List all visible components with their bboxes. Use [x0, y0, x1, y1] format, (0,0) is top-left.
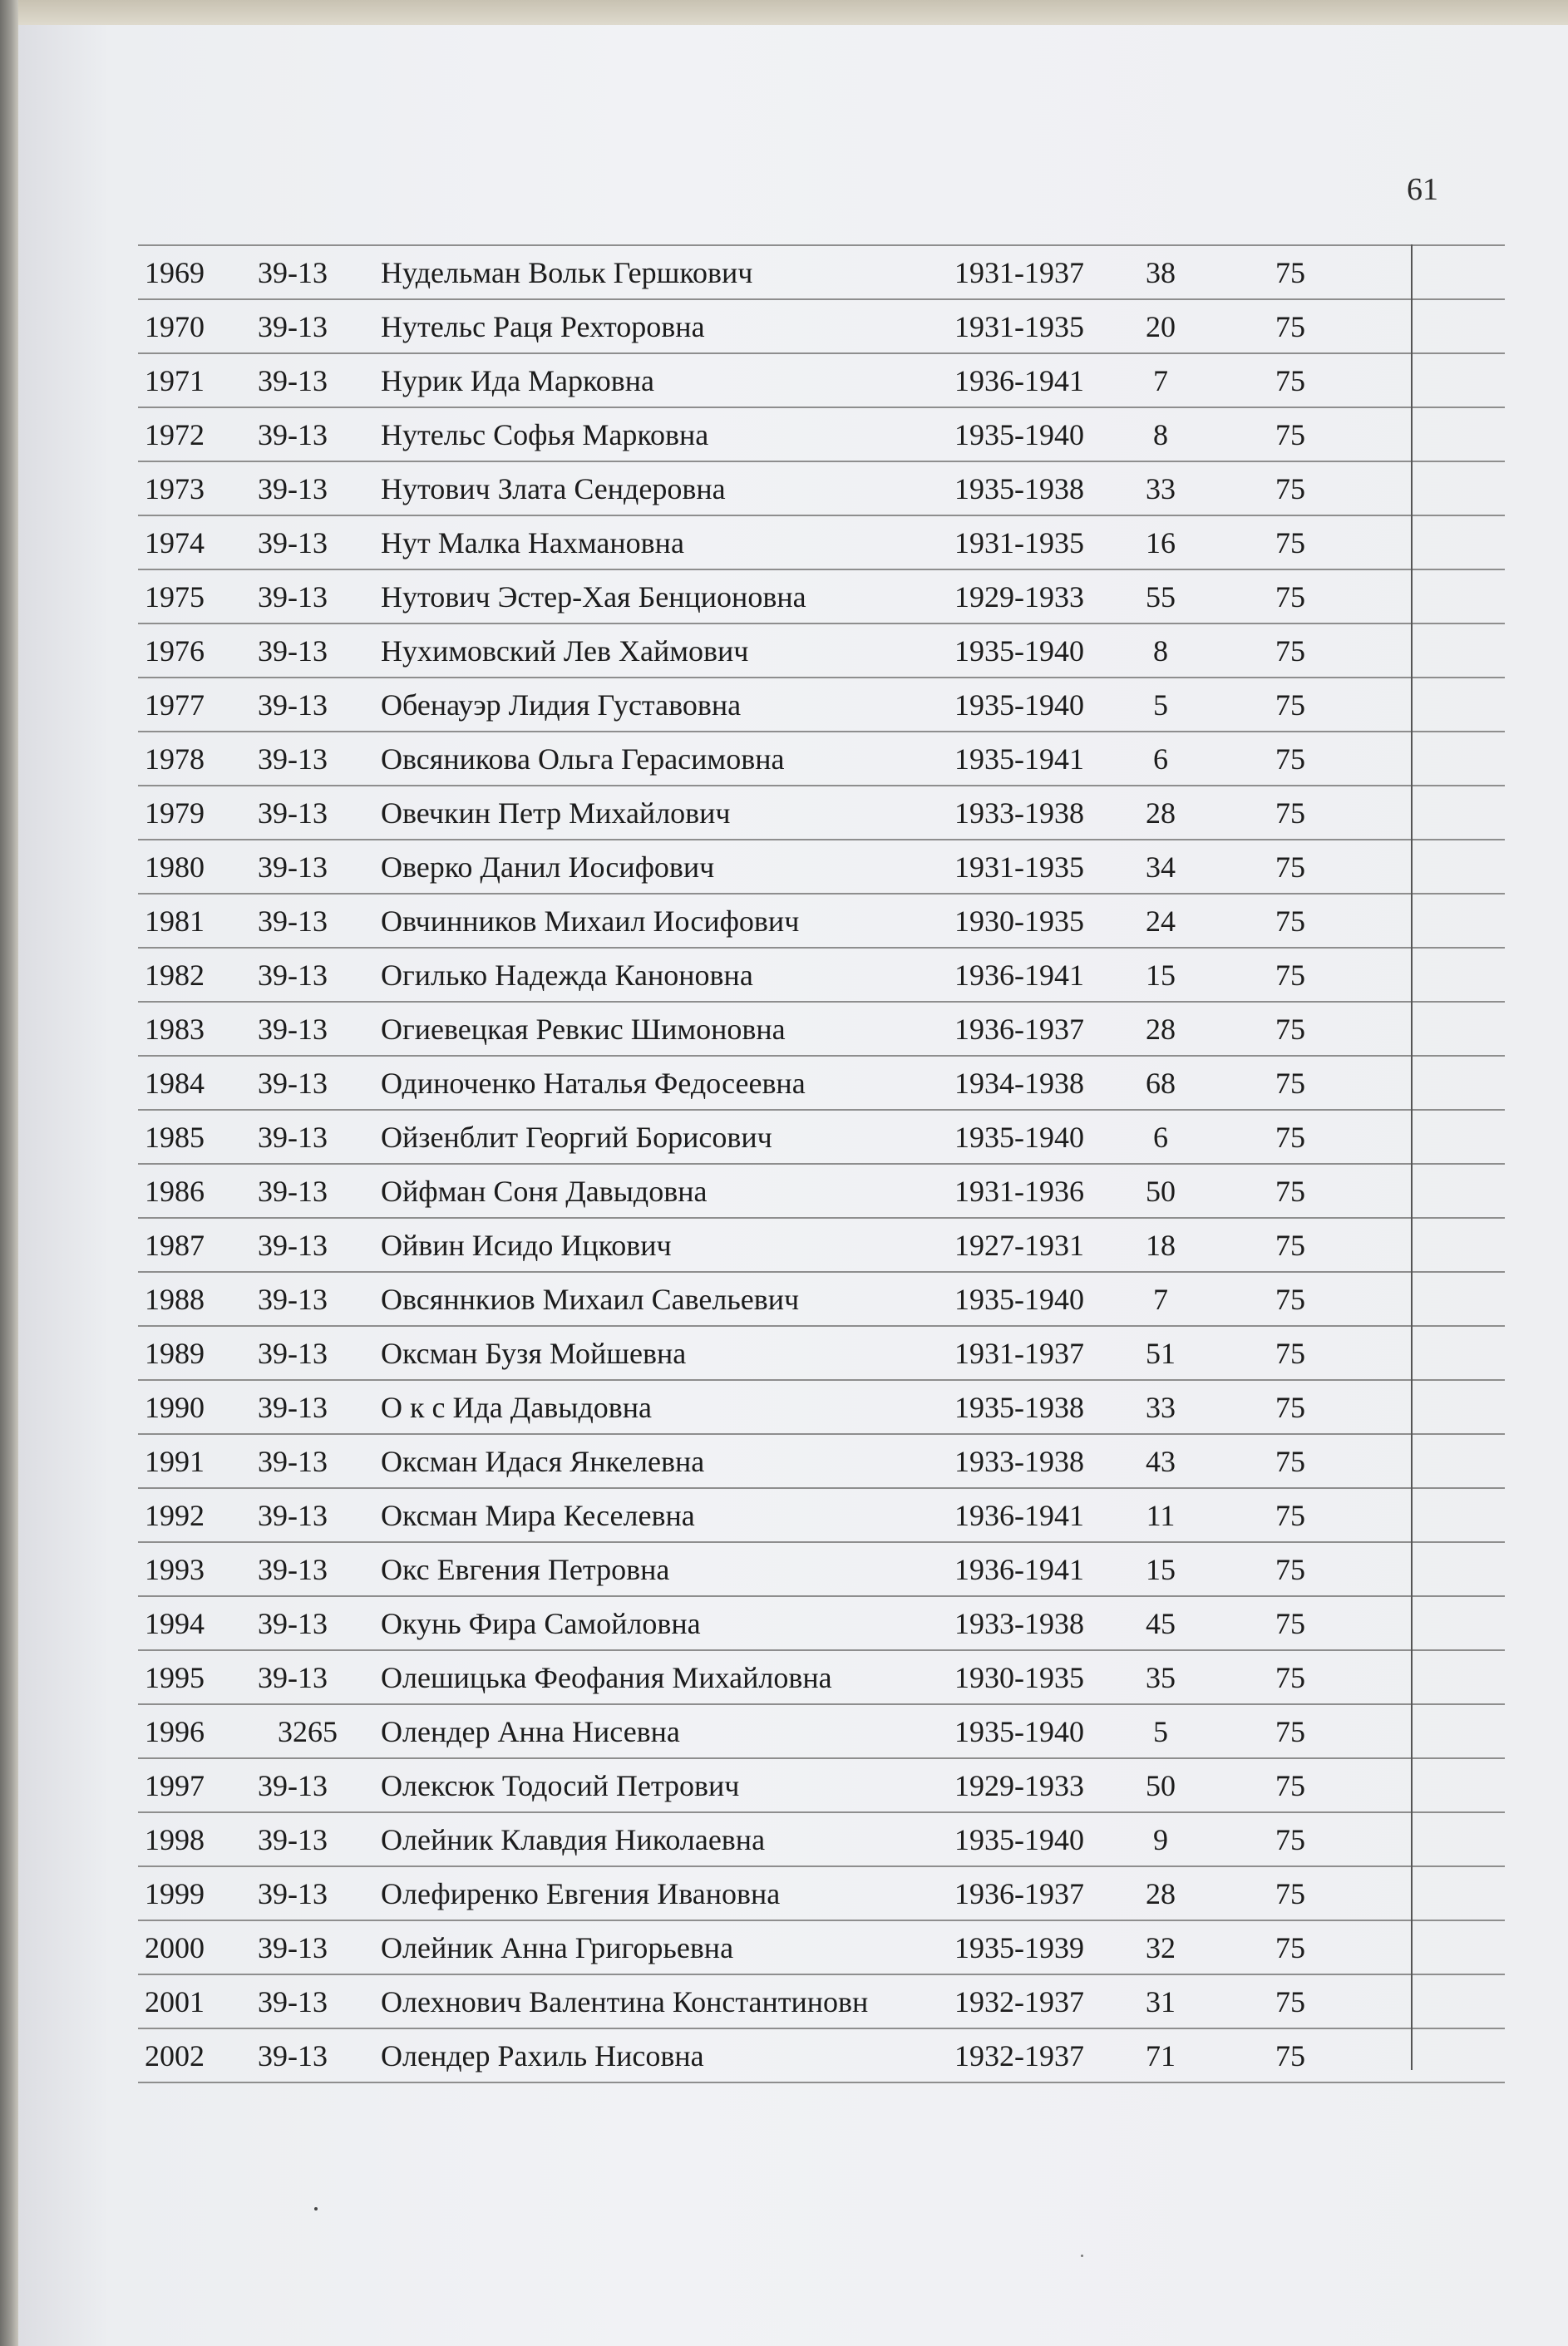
- year-range: 1933-1938: [954, 1445, 1084, 1478]
- row-divider: [138, 785, 1505, 786]
- year-range: 1936-1937: [954, 1877, 1084, 1910]
- retention-term: 75: [1275, 580, 1305, 614]
- record-number: 1984: [145, 1067, 205, 1100]
- year-range: 1936-1941: [954, 1499, 1084, 1532]
- person-name: Овсяннкиов Михаил Савельевич: [381, 1283, 800, 1316]
- table-row: [138, 1433, 1505, 1487]
- fund-code: 39-13: [258, 2039, 328, 2072]
- retention-term: 75: [1275, 1445, 1305, 1478]
- retention-term: 75: [1275, 634, 1305, 668]
- row-divider: [138, 569, 1505, 570]
- record-number: 2001: [145, 1985, 205, 2018]
- table-row: [138, 1974, 1505, 2028]
- fund-code: 39-13: [258, 472, 328, 505]
- fund-code: 3265: [278, 1715, 338, 1748]
- table-row: [138, 407, 1505, 461]
- table-row: [138, 1920, 1505, 1974]
- retention-term: 75: [1275, 472, 1305, 505]
- sheet-count: 8: [1153, 418, 1168, 451]
- sheet-count: 34: [1146, 850, 1176, 884]
- row-divider: [138, 1325, 1505, 1327]
- retention-term: 75: [1275, 796, 1305, 830]
- retention-term: 75: [1275, 1877, 1305, 1910]
- table-row: [138, 1001, 1505, 1055]
- year-range: 1927-1931: [954, 1229, 1084, 1262]
- sheet-count: 5: [1153, 1715, 1168, 1748]
- year-range: 1935-1938: [954, 1391, 1084, 1424]
- record-number: 1998: [145, 1823, 205, 1856]
- retention-term: 75: [1275, 1661, 1305, 1694]
- retention-term: 75: [1275, 1553, 1305, 1586]
- person-name: Оксман Бузя Мойшевна: [381, 1337, 687, 1370]
- person-name: Оверко Данил Иосифович: [381, 850, 715, 884]
- fund-code: 39-13: [258, 904, 328, 938]
- record-number: 1973: [145, 472, 205, 505]
- row-divider: [138, 1109, 1505, 1111]
- sheet-count: 50: [1146, 1769, 1176, 1802]
- record-number: 1995: [145, 1661, 205, 1694]
- fund-code: 39-13: [258, 256, 328, 289]
- sheet-count: 24: [1146, 904, 1176, 938]
- table-row: [138, 731, 1505, 785]
- record-number: 2002: [145, 2039, 205, 2072]
- year-range: 1933-1938: [954, 796, 1084, 830]
- retention-term: 75: [1275, 1823, 1305, 1856]
- sheet-count: 33: [1146, 1391, 1176, 1424]
- table-row: [138, 893, 1505, 947]
- record-number: 1978: [145, 742, 205, 776]
- person-name: Олефиренко Евгения Ивановна: [381, 1877, 781, 1910]
- fund-code: 39-13: [258, 1175, 328, 1208]
- row-divider: [138, 2082, 1505, 2083]
- year-range: 1936-1941: [954, 959, 1084, 992]
- year-range: 1935-1940: [954, 1715, 1084, 1748]
- table-row: [138, 1865, 1505, 1920]
- fund-code: 39-13: [258, 850, 328, 884]
- row-divider: [138, 1703, 1505, 1705]
- fund-code: 39-13: [258, 1931, 328, 1964]
- retention-term: 75: [1275, 526, 1305, 559]
- sheet-count: 38: [1146, 256, 1176, 289]
- year-range: 1935-1938: [954, 472, 1084, 505]
- person-name: Олейник Клавдия Николаевна: [381, 1823, 766, 1856]
- fund-code: 39-13: [258, 1445, 328, 1478]
- sheet-count: 6: [1153, 1121, 1168, 1154]
- fund-code: 39-13: [258, 796, 328, 830]
- retention-term: 75: [1275, 1229, 1305, 1262]
- sheet-count: 71: [1146, 2039, 1176, 2072]
- row-divider: [138, 677, 1505, 678]
- retention-term: 75: [1275, 1391, 1305, 1424]
- row-divider: [138, 1271, 1505, 1273]
- person-name: Огиевецкая Ревкис Шимоновна: [381, 1013, 786, 1046]
- table-row: [138, 461, 1505, 515]
- record-number: 1970: [145, 310, 205, 343]
- table-row: [138, 947, 1505, 1001]
- sheet-count: 55: [1146, 580, 1176, 614]
- retention-term: 75: [1275, 2039, 1305, 2072]
- table-row: [138, 2028, 1505, 2082]
- year-range: 1936-1941: [954, 364, 1084, 397]
- scan-binding-edge: [0, 0, 18, 2346]
- table-row: [138, 1811, 1505, 1865]
- sheet-count: 43: [1146, 1445, 1176, 1478]
- year-range: 1935-1940: [954, 634, 1084, 668]
- person-name: Овечкин Петр Михайлович: [381, 796, 731, 830]
- fund-code: 39-13: [258, 364, 328, 397]
- table-row: [138, 623, 1505, 677]
- row-divider: [138, 1217, 1505, 1219]
- row-divider: [138, 1649, 1505, 1651]
- row-divider: [138, 1541, 1505, 1543]
- record-number: 1982: [145, 959, 205, 992]
- fund-code: 39-13: [258, 1229, 328, 1262]
- record-number: 1975: [145, 580, 205, 614]
- year-range: 1935-1940: [954, 1283, 1084, 1316]
- row-divider: [138, 352, 1505, 354]
- table-row: [138, 677, 1505, 731]
- sheet-count: 68: [1146, 1067, 1176, 1100]
- year-range: 1936-1937: [954, 1013, 1084, 1046]
- person-name: Огилько Надежда Каноновна: [381, 959, 753, 992]
- year-range: 1931-1935: [954, 310, 1084, 343]
- fund-code: 39-13: [258, 959, 328, 992]
- sheet-count: 28: [1146, 1877, 1176, 1910]
- retention-term: 75: [1275, 1769, 1305, 1802]
- record-number: 1979: [145, 796, 205, 830]
- table-row: [138, 244, 1505, 298]
- table-row: [138, 1757, 1505, 1811]
- ink-speck: [314, 2207, 318, 2210]
- table-row: [138, 352, 1505, 407]
- person-name: Ойзенблит Георгий Борисович: [381, 1121, 772, 1154]
- record-number: 1983: [145, 1013, 205, 1046]
- fund-code: 39-13: [258, 1337, 328, 1370]
- record-number: 1985: [145, 1121, 205, 1154]
- sheet-count: 35: [1146, 1661, 1176, 1694]
- retention-term: 75: [1275, 688, 1305, 722]
- record-number: 1969: [145, 256, 205, 289]
- sheet-count: 11: [1146, 1499, 1176, 1532]
- person-name: Окс Евгения Петровна: [381, 1553, 670, 1586]
- year-range: 1932-1937: [954, 1985, 1084, 2018]
- record-number: 1974: [145, 526, 205, 559]
- table-row: [138, 1649, 1505, 1703]
- row-divider: [138, 623, 1505, 624]
- person-name: Олешицька Феофания Михайловна: [381, 1661, 832, 1694]
- fund-code: 39-13: [258, 1607, 328, 1640]
- year-range: 1935-1940: [954, 1823, 1084, 1856]
- person-name: Нурик Ида Марковна: [381, 364, 654, 397]
- row-divider: [138, 1433, 1505, 1435]
- table-row: [138, 1163, 1505, 1217]
- year-range: 1932-1937: [954, 2039, 1084, 2072]
- sheet-count: 32: [1146, 1931, 1176, 1964]
- table-row: [138, 1109, 1505, 1163]
- person-name: Олендер Рахиль Нисовна: [381, 2039, 704, 2072]
- retention-term: 75: [1275, 1175, 1305, 1208]
- fund-code: 39-13: [258, 1283, 328, 1316]
- retention-term: 75: [1275, 1013, 1305, 1046]
- record-number: 1972: [145, 418, 205, 451]
- fund-code: 39-13: [258, 1823, 328, 1856]
- person-name: Овчинников Михаил Иосифович: [381, 904, 800, 938]
- person-name: Ойфман Соня Давыдовна: [381, 1175, 708, 1208]
- retention-term: 75: [1275, 904, 1305, 938]
- retention-term: 75: [1275, 1607, 1305, 1640]
- person-name: Олексюк Тодосий Петрович: [381, 1769, 740, 1802]
- year-range: 1931-1935: [954, 526, 1084, 559]
- retention-term: 75: [1275, 1499, 1305, 1532]
- year-range: 1935-1940: [954, 418, 1084, 451]
- year-range: 1933-1938: [954, 1607, 1084, 1640]
- table-row: [138, 515, 1505, 569]
- row-divider: [138, 839, 1505, 840]
- row-divider: [138, 1595, 1505, 1597]
- row-divider: [138, 407, 1505, 408]
- table-row: [138, 1055, 1505, 1109]
- person-name: Овсяникова Ольга Герасимовна: [381, 742, 785, 776]
- person-name: Нут Малка Нахмановна: [381, 526, 684, 559]
- sheet-count: 20: [1146, 310, 1176, 343]
- fund-code: 39-13: [258, 688, 328, 722]
- row-divider: [138, 1379, 1505, 1381]
- row-divider: [138, 515, 1505, 516]
- person-name: Обенауэр Лидия Густавовна: [381, 688, 742, 722]
- ink-speck: [1081, 2255, 1083, 2257]
- record-number: 1997: [145, 1769, 205, 1802]
- retention-term: 75: [1275, 310, 1305, 343]
- person-name: Одиноченко Наталья Федосеевна: [381, 1067, 806, 1100]
- sheet-count: 28: [1146, 796, 1176, 830]
- fund-code: 39-13: [258, 1067, 328, 1100]
- record-number: 1971: [145, 364, 205, 397]
- fund-code: 39-13: [258, 310, 328, 343]
- record-number: 1991: [145, 1445, 205, 1478]
- row-divider: [138, 1920, 1505, 1921]
- record-number: 1993: [145, 1553, 205, 1586]
- year-range: 1929-1933: [954, 1769, 1084, 1802]
- table-right-border: [1411, 244, 1413, 2070]
- person-name: Нутельс Софья Марковна: [381, 418, 709, 451]
- sheet-count: 51: [1146, 1337, 1176, 1370]
- sheet-count: 31: [1146, 1985, 1176, 2018]
- fund-code: 39-13: [258, 1553, 328, 1586]
- retention-term: 75: [1275, 1931, 1305, 1964]
- fund-code: 39-13: [258, 1121, 328, 1154]
- retention-term: 75: [1275, 364, 1305, 397]
- record-number: 1999: [145, 1877, 205, 1910]
- person-name: Окунь Фира Самойловна: [381, 1607, 701, 1640]
- record-number: 1980: [145, 850, 205, 884]
- person-name: Оксман Мира Кеселевна: [381, 1499, 695, 1532]
- retention-term: 75: [1275, 418, 1305, 451]
- year-range: 1935-1940: [954, 1121, 1084, 1154]
- table-row: [138, 785, 1505, 839]
- row-divider: [138, 1974, 1505, 1975]
- person-name: Нутельс Раця Рехторовна: [381, 310, 705, 343]
- fund-code: 39-13: [258, 418, 328, 451]
- row-divider: [138, 1811, 1505, 1813]
- retention-term: 75: [1275, 1985, 1305, 2018]
- table-row: [138, 1217, 1505, 1271]
- retention-term: 75: [1275, 742, 1305, 776]
- person-name: Нудельман Вольк Гершкович: [381, 256, 753, 289]
- person-name: О к с Ида Давыдовна: [381, 1391, 653, 1424]
- record-number: 1994: [145, 1607, 205, 1640]
- record-number: 1987: [145, 1229, 205, 1262]
- sheet-count: 28: [1146, 1013, 1176, 1046]
- fund-code: 39-13: [258, 1769, 328, 1802]
- table-row: [138, 1703, 1505, 1757]
- row-divider: [138, 1487, 1505, 1489]
- year-range: 1929-1933: [954, 580, 1084, 614]
- table-row: [138, 1487, 1505, 1541]
- table-row: [138, 1379, 1505, 1433]
- record-number: 2000: [145, 1931, 205, 1964]
- page-number: 61: [1407, 172, 1438, 207]
- sheet-count: 18: [1146, 1229, 1176, 1262]
- year-range: 1935-1940: [954, 688, 1084, 722]
- record-number: 1996: [145, 1715, 205, 1748]
- fund-code: 39-13: [258, 1877, 328, 1910]
- retention-term: 75: [1275, 256, 1305, 289]
- person-name: Олейник Анна Григорьевна: [381, 1931, 734, 1964]
- row-divider: [138, 1757, 1505, 1759]
- record-number: 1988: [145, 1283, 205, 1316]
- retention-term: 75: [1275, 1337, 1305, 1370]
- person-name: Олехнович Валентина Константиновн: [381, 1985, 869, 2018]
- fund-code: 39-13: [258, 1013, 328, 1046]
- year-range: 1931-1937: [954, 256, 1084, 289]
- year-range: 1936-1941: [954, 1553, 1084, 1586]
- row-divider: [138, 461, 1505, 462]
- sheet-count: 50: [1146, 1175, 1176, 1208]
- person-name: Нутович Злата Сендеровна: [381, 472, 726, 505]
- person-name: Нутович Эстер-Хая Бенционовна: [381, 580, 806, 614]
- record-number: 1990: [145, 1391, 205, 1424]
- year-range: 1931-1935: [954, 850, 1084, 884]
- year-range: 1931-1936: [954, 1175, 1084, 1208]
- row-divider: [138, 893, 1505, 895]
- fund-code: 39-13: [258, 1391, 328, 1424]
- table-row: [138, 1541, 1505, 1595]
- record-number: 1989: [145, 1337, 205, 1370]
- fund-code: 39-13: [258, 742, 328, 776]
- retention-term: 75: [1275, 1067, 1305, 1100]
- retention-term: 75: [1275, 850, 1305, 884]
- row-divider: [138, 244, 1505, 246]
- sheet-count: 15: [1146, 1553, 1176, 1586]
- person-name: Нухимовский Лев Хаймович: [381, 634, 749, 668]
- year-range: 1935-1939: [954, 1931, 1084, 1964]
- fund-code: 39-13: [258, 1985, 328, 2018]
- retention-term: 75: [1275, 1121, 1305, 1154]
- year-range: 1934-1938: [954, 1067, 1084, 1100]
- record-number: 1981: [145, 904, 205, 938]
- year-range: 1931-1937: [954, 1337, 1084, 1370]
- sheet-count: 7: [1153, 364, 1168, 397]
- person-name: Оксман Идася Янкелевна: [381, 1445, 705, 1478]
- table-row: [138, 1325, 1505, 1379]
- row-divider: [138, 1055, 1505, 1057]
- sheet-count: 16: [1146, 526, 1176, 559]
- fund-code: 39-13: [258, 526, 328, 559]
- fund-code: 39-13: [258, 580, 328, 614]
- record-number: 1977: [145, 688, 205, 722]
- year-range: 1935-1941: [954, 742, 1084, 776]
- fund-code: 39-13: [258, 634, 328, 668]
- sheet-count: 7: [1153, 1283, 1168, 1316]
- year-range: 1930-1935: [954, 904, 1084, 938]
- fund-code: 39-13: [258, 1499, 328, 1532]
- row-divider: [138, 2028, 1505, 2029]
- year-range: 1930-1935: [954, 1661, 1084, 1694]
- row-divider: [138, 731, 1505, 732]
- sheet-count: 8: [1153, 634, 1168, 668]
- row-divider: [138, 1001, 1505, 1003]
- table-row: [138, 298, 1505, 352]
- fund-code: 39-13: [258, 1661, 328, 1694]
- sheet-count: 6: [1153, 742, 1168, 776]
- sheet-count: 45: [1146, 1607, 1176, 1640]
- record-number: 1976: [145, 634, 205, 668]
- retention-term: 75: [1275, 959, 1305, 992]
- sheet-count: 5: [1153, 688, 1168, 722]
- sheet-count: 33: [1146, 472, 1176, 505]
- record-number: 1992: [145, 1499, 205, 1532]
- table-row: [138, 1595, 1505, 1649]
- row-divider: [138, 298, 1505, 300]
- table-row: [138, 1271, 1505, 1325]
- table-row: [138, 839, 1505, 893]
- row-divider: [138, 1865, 1505, 1867]
- row-divider: [138, 1163, 1505, 1165]
- sheet-count: 9: [1153, 1823, 1168, 1856]
- table-row: [138, 569, 1505, 623]
- person-name: Ойвин Исидо Ицкович: [381, 1229, 672, 1262]
- retention-term: 75: [1275, 1715, 1305, 1748]
- retention-term: 75: [1275, 1283, 1305, 1316]
- sheet-count: 15: [1146, 959, 1176, 992]
- person-name: Олендер Анна Нисевна: [381, 1715, 680, 1748]
- row-divider: [138, 947, 1505, 949]
- record-number: 1986: [145, 1175, 205, 1208]
